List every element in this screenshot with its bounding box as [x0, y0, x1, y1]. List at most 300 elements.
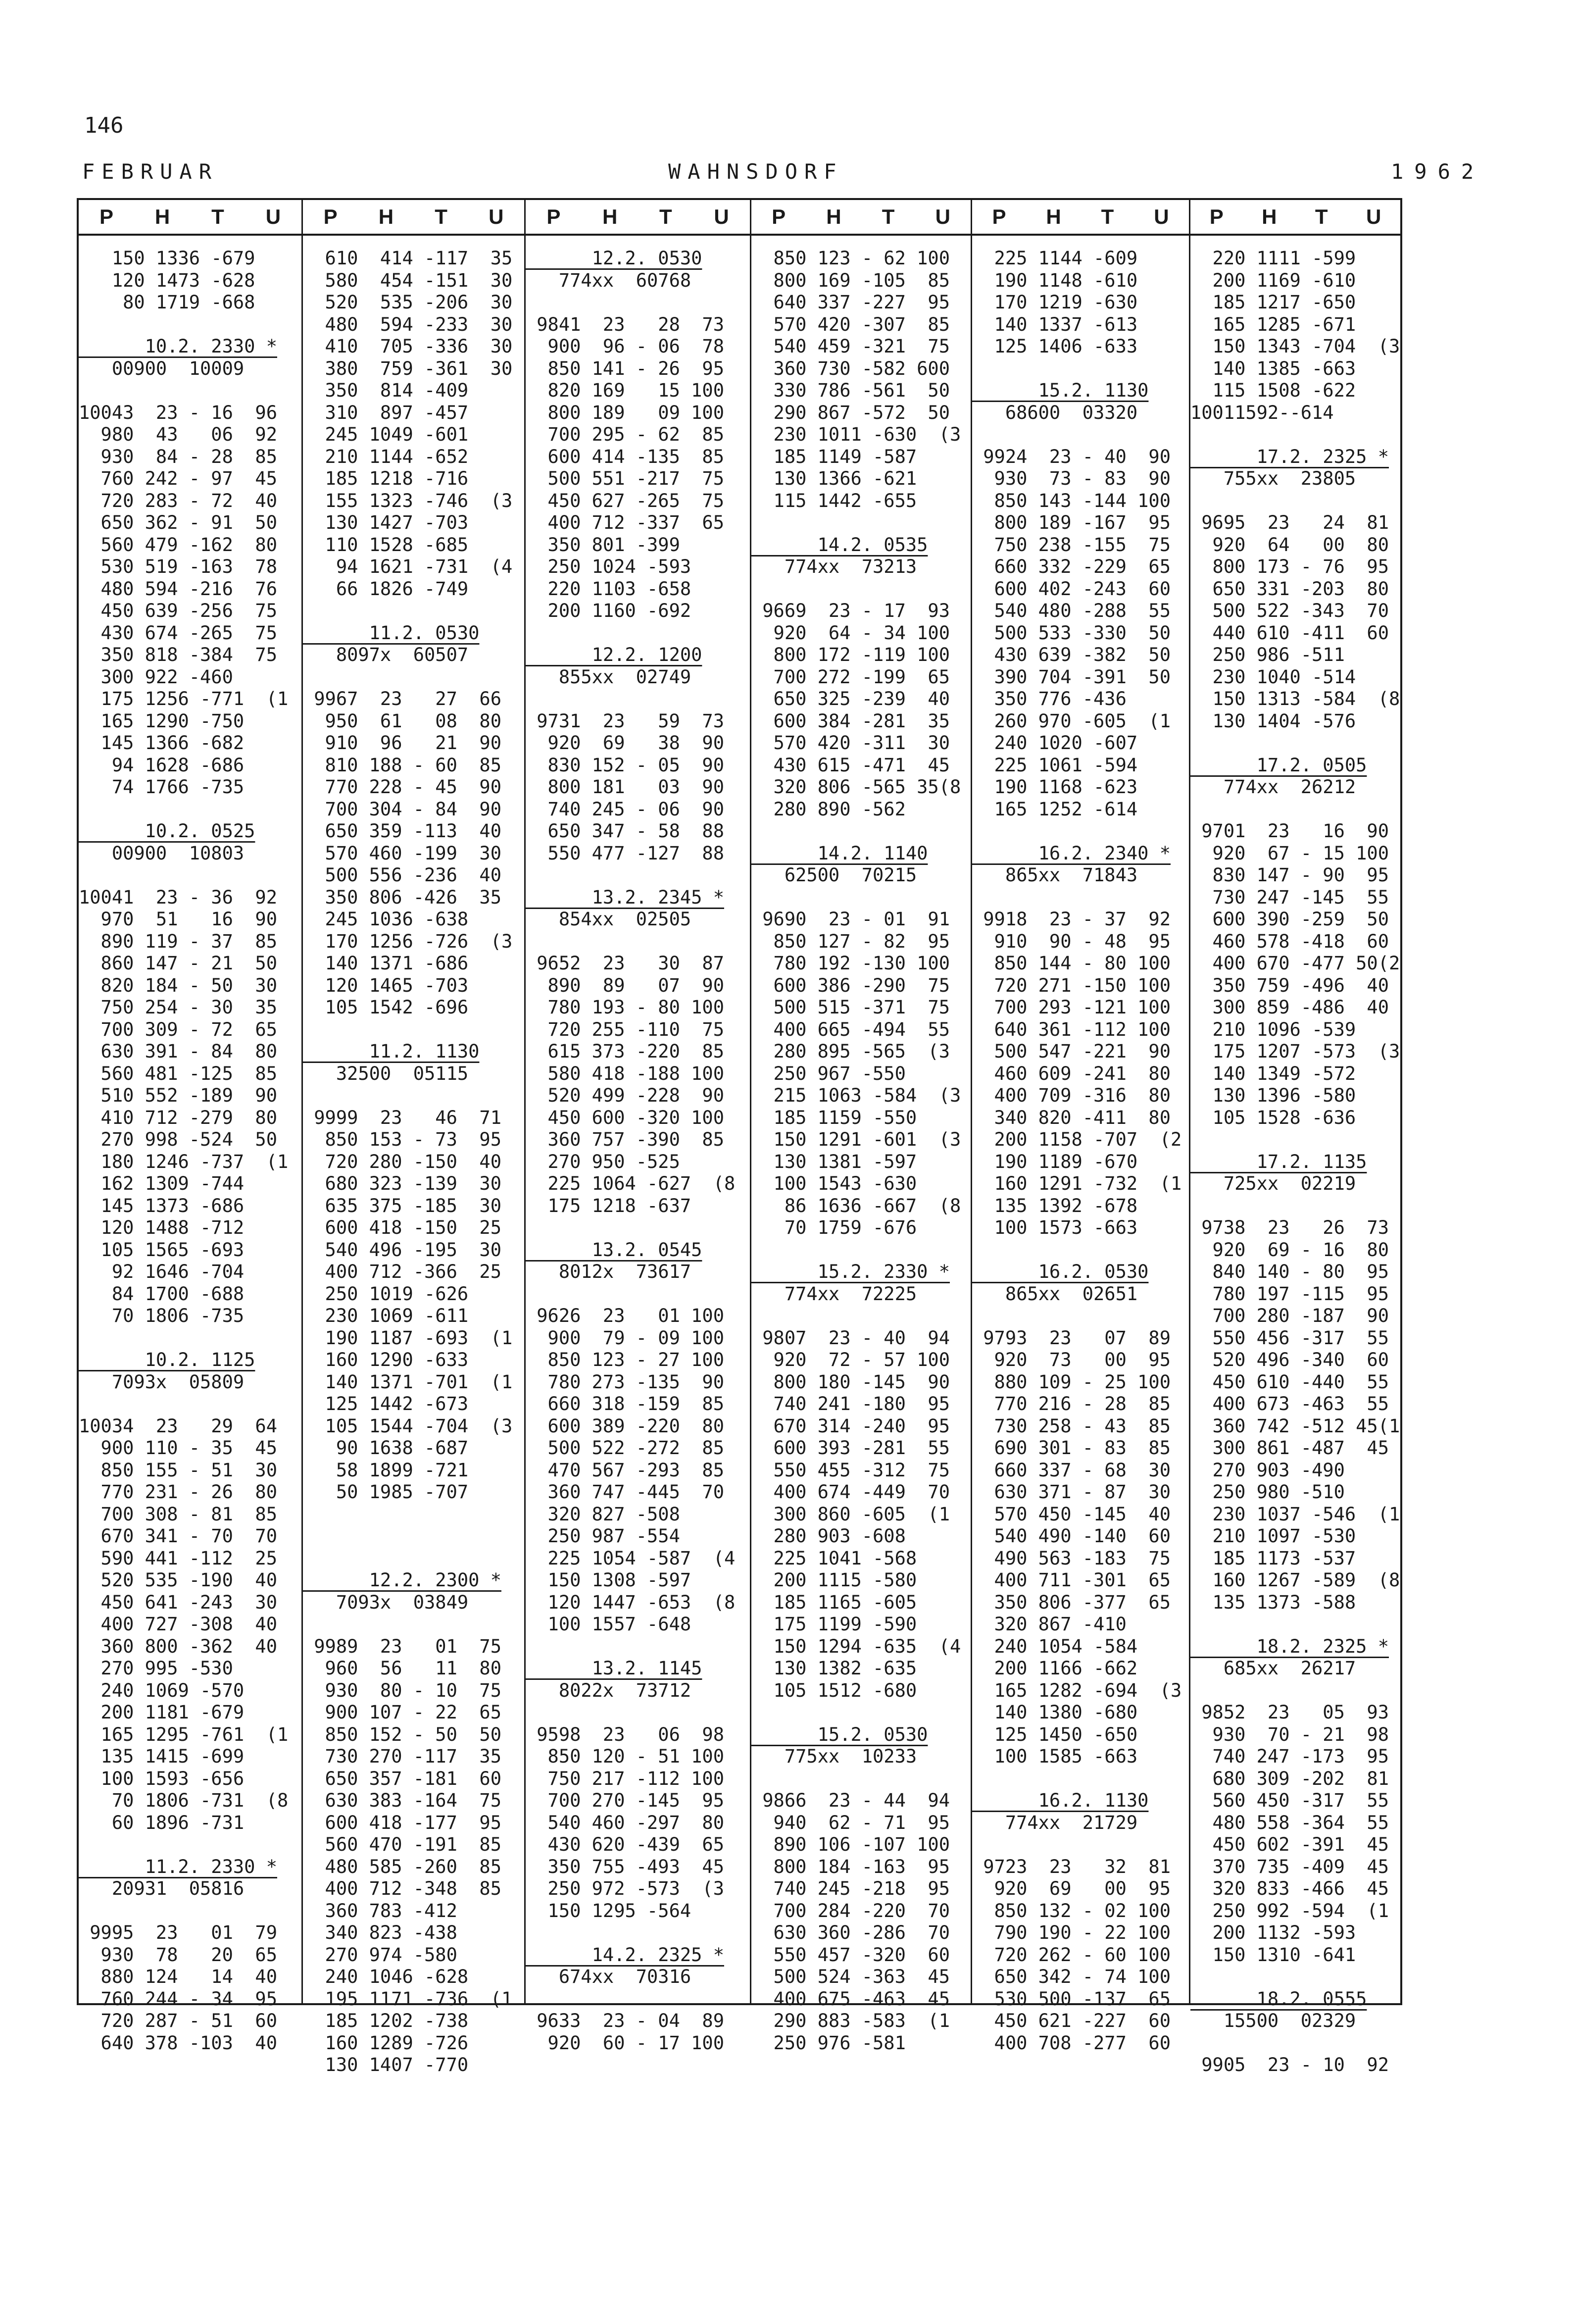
data-row: 105 1528 -636 [1190, 1107, 1356, 1128]
data-row: 750 238 -155 75 [972, 534, 1171, 556]
data-row: 685xx 26217 [1190, 1658, 1356, 1679]
data-row: 120 1465 -703 [303, 974, 469, 996]
data-row: 970 51 16 90 [79, 909, 277, 930]
data-row: 10011592--614 [1190, 402, 1334, 423]
data-row: 930 78 20 65 [79, 1944, 277, 1966]
column-6 [1190, 200, 1400, 2075]
data-row: 450 641 -243 30 [79, 1591, 277, 1613]
spacer [79, 1834, 301, 1856]
data-row: 245 1049 -601 [303, 424, 469, 445]
data-row: 280 903 -608 [751, 1525, 906, 1547]
data-row: 140 1371 -701 (1 [303, 1371, 513, 1393]
data-row: 200 1115 -580 [751, 1569, 917, 1591]
column-body [79, 236, 301, 2054]
sounding-heading: 13.2. 2345 * [526, 886, 724, 908]
column-3 [526, 200, 751, 2054]
data-row: 86 1636 -667 (8 [751, 1195, 961, 1216]
data-row: 230 1040 -514 [1190, 666, 1356, 688]
data-row: 120 1473 -628 [79, 269, 255, 291]
data-row: 850 155 - 51 30 [79, 1459, 277, 1481]
data-row: 540 459 -321 75 [751, 336, 950, 357]
data-row: 854xx 02505 [526, 909, 691, 930]
data-row: 360 747 -445 70 [526, 1481, 724, 1503]
column-5 [972, 200, 1190, 2054]
data-row: 350 806 -377 65 [972, 1591, 1171, 1613]
data-row: 550 457 -320 60 [751, 1944, 950, 1966]
data-row: 58 1899 -721 [303, 1459, 469, 1481]
data-row: 300 859 -486 40 [1190, 997, 1389, 1018]
data-row: 130 1366 -621 [751, 468, 917, 489]
spacer [526, 1702, 750, 1724]
data-row: 145 1366 -682 [79, 732, 245, 754]
data-row: 130 1407 -770 [303, 2054, 469, 2075]
data-row: 930 84 - 28 85 [79, 446, 277, 467]
data-row: 630 360 -286 70 [751, 1922, 950, 1943]
data-row: 200 1158 -707 (2 [972, 1129, 1182, 1150]
data-row: 430 620 -439 65 [526, 1834, 724, 1855]
data-row: 270 995 -530 [79, 1658, 233, 1679]
data-row: 150 1295 -564 [526, 1900, 691, 1921]
data-row: 850 143 -144 100 [972, 490, 1171, 511]
data-row: 105 1512 -680 [751, 1679, 917, 1701]
data-row: 260 970 -605 (1 [972, 710, 1171, 732]
sounding-heading: 11.2. 2330 * [79, 1856, 277, 1877]
header-cell: T [1101, 205, 1114, 228]
header-cell: U [1366, 205, 1381, 228]
data-row: 500 533 -330 50 [972, 622, 1171, 644]
data-row: 520 535 -190 40 [79, 1569, 277, 1591]
data-row: 450 602 -391 45 [1190, 1834, 1389, 1855]
data-row: 430 674 -265 75 [79, 622, 277, 644]
header-cell: H [154, 205, 170, 228]
spacer [1190, 1614, 1400, 1636]
data-row: 7093x 03849 [303, 1591, 469, 1613]
data-row: 630 371 - 87 30 [972, 1481, 1171, 1503]
data-row: 15500 02329 [1190, 2010, 1356, 2031]
data-row: 400 711 -301 65 [972, 1569, 1171, 1591]
data-row: 910 96 21 90 [303, 732, 501, 754]
sounding-heading: 15.2. 2330 * [751, 1261, 950, 1282]
data-row: 200 1160 -692 [526, 600, 691, 621]
data-row: 850 123 - 27 100 [526, 1349, 724, 1370]
header-cell: T [211, 205, 224, 228]
data-row: 760 242 - 97 45 [79, 468, 277, 489]
data-row: 600 390 -259 50 [1190, 909, 1389, 930]
data-row: 540 490 -140 60 [972, 1525, 1171, 1547]
data-row: 225 1054 -587 (4 [526, 1547, 736, 1569]
spacer [303, 1614, 524, 1636]
data-row: 700 304 - 84 90 [303, 798, 501, 820]
data-row: 900 110 - 35 45 [79, 1437, 277, 1459]
spacer [1190, 1680, 1400, 1702]
data-row: 300 860 -605 (1 [751, 1503, 950, 1525]
data-row: 700 309 - 72 65 [79, 1018, 277, 1040]
data-row: 774xx 21729 [972, 1812, 1138, 1833]
data-row: 125 1442 -673 [303, 1393, 469, 1415]
data-row: 650 359 -113 40 [303, 820, 501, 842]
data-row: 740 247 -173 95 [1190, 1746, 1389, 1767]
spacer [79, 380, 301, 402]
data-row: 680 309 -202 81 [1190, 1768, 1389, 1789]
data-row: 460 609 -241 80 [972, 1062, 1171, 1084]
data-row: 225 1144 -609 [972, 248, 1138, 269]
data-row: 360 800 -362 40 [79, 1635, 277, 1657]
data-row: 700 270 -145 95 [526, 1790, 724, 1811]
spacer [751, 1702, 971, 1724]
spacer [303, 1525, 524, 1548]
data-row: 290 883 -583 (1 [751, 2010, 950, 2031]
data-row: 950 61 08 80 [303, 710, 501, 732]
data-row: 910 90 - 48 95 [972, 930, 1171, 952]
data-row: 900 107 - 22 65 [303, 1702, 501, 1723]
data-row: 140 1371 -686 [303, 953, 469, 974]
data-row: 500 556 -236 40 [303, 864, 501, 886]
data-row: 380 759 -361 30 [303, 357, 513, 379]
header-cell: P [772, 205, 786, 228]
header-month: FEBRUAR [82, 159, 219, 184]
data-row: 860 147 - 21 50 [79, 953, 277, 974]
data-row: 7093x 05809 [79, 1371, 245, 1393]
column-header [303, 200, 524, 236]
sounding-heading: 12.2. 0530 [526, 248, 702, 269]
data-row: 410 705 -336 30 [303, 336, 513, 357]
data-row: 750 217 -112 100 [526, 1768, 724, 1789]
data-row: 100 1557 -648 [526, 1614, 691, 1635]
data-row: 770 228 - 45 90 [303, 776, 501, 798]
spacer [303, 1504, 524, 1526]
data-row: 740 241 -180 95 [751, 1393, 950, 1415]
data-row: 250 1019 -626 [303, 1283, 469, 1305]
spacer [526, 688, 750, 710]
data-row: 920 69 38 90 [526, 732, 724, 754]
data-row: 890 119 - 37 85 [79, 930, 277, 952]
data-row: 360 742 -512 45(1 [1190, 1415, 1400, 1437]
data-row: 440 610 -411 60 [1190, 622, 1389, 644]
data-row: 185 1218 -716 [303, 468, 469, 489]
data-row: 165 1295 -761 (1 [79, 1723, 289, 1745]
data-row: 10043 23 - 16 96 [79, 402, 277, 423]
spacer [526, 1988, 750, 2011]
column-2 [303, 200, 526, 2075]
data-row: 780 273 -135 90 [526, 1371, 724, 1393]
data-row: 9738 23 26 73 [1190, 1217, 1389, 1238]
header-cell: T [1315, 205, 1328, 228]
spacer [526, 1283, 750, 1306]
data-row: 185 1217 -650 [1190, 292, 1356, 313]
data-row: 560 470 -191 85 [303, 1834, 501, 1855]
data-row: 720 255 -110 75 [526, 1018, 724, 1040]
data-row: 590 441 -112 25 [79, 1547, 277, 1569]
data-row: 240 1046 -628 [303, 1966, 469, 1987]
data-row: 560 481 -125 85 [79, 1062, 277, 1084]
data-row: 730 270 -117 35 [303, 1746, 501, 1767]
data-row: 135 1415 -699 [79, 1746, 245, 1767]
data-row: 725xx 02219 [1190, 1173, 1356, 1194]
data-row: 410 712 -279 80 [79, 1107, 277, 1128]
header-cell: P [992, 205, 1006, 228]
data-row: 520 496 -340 60 [1190, 1349, 1389, 1370]
sounding-heading: 18.2. 0555 [1190, 1988, 1367, 2010]
data-row: 9999 23 46 71 [303, 1107, 501, 1128]
spacer [1190, 424, 1400, 446]
data-row: 510 552 -189 90 [79, 1085, 277, 1106]
data-row: 250 967 -550 [751, 1062, 906, 1084]
data-row: 8022x 73712 [526, 1679, 691, 1701]
data-row: 340 820 -411 80 [972, 1107, 1171, 1128]
data-row: 160 1289 -726 [303, 2032, 469, 2054]
data-row: 190 1148 -610 [972, 269, 1138, 291]
sounding-heading: 13.2. 0545 [526, 1239, 702, 1261]
sounding-heading: 14.2. 0535 [751, 534, 928, 556]
data-row: 670 314 -240 95 [751, 1415, 950, 1437]
data-row: 800 184 -163 95 [751, 1856, 950, 1877]
data-row: 865xx 71843 [972, 864, 1138, 886]
data-row: 720 262 - 60 100 [972, 1944, 1171, 1966]
data-row: 810 188 - 60 85 [303, 754, 501, 776]
data-row: 175 1199 -590 [751, 1614, 917, 1635]
data-row: 150 1310 -641 [1190, 1944, 1356, 1966]
data-row: 70 1806 -735 [79, 1305, 245, 1326]
data-row: 100 1593 -656 [79, 1768, 245, 1789]
spacer [526, 1922, 750, 1944]
data-row: 920 64 - 34 100 [751, 622, 950, 644]
header-cell: T [882, 205, 895, 228]
data-row: 210 1097 -530 [1190, 1525, 1356, 1547]
data-row: 460 578 -418 60 [1190, 930, 1389, 952]
data-row: 9626 23 01 100 [526, 1305, 724, 1326]
header-cell: T [435, 205, 447, 228]
data-row: 350 814 -409 [303, 380, 469, 401]
data-row: 450 639 -256 75 [79, 600, 277, 621]
data-row: 800 189 09 100 [526, 402, 724, 423]
data-row: 270 903 -490 [1190, 1459, 1345, 1481]
data-row: 350 818 -384 75 [79, 644, 277, 665]
spacer [1190, 490, 1400, 512]
spacer [303, 666, 524, 689]
data-row: 820 184 - 50 30 [79, 974, 277, 996]
data-row: 175 1256 -771 (1 [79, 688, 289, 709]
header-cell: P [546, 205, 561, 228]
spacer [526, 292, 750, 314]
spacer [972, 820, 1189, 843]
data-row: 185 1165 -605 [751, 1591, 917, 1613]
data-row: 100 1585 -663 [972, 1746, 1138, 1767]
sounding-heading: 14.2. 2325 * [526, 1944, 724, 1966]
data-row: 920 67 - 15 100 [1190, 842, 1389, 864]
data-row: 20931 05816 [79, 1878, 245, 1899]
data-row: 280 895 -565 (3 [751, 1041, 950, 1062]
data-row: 450 600 -320 100 [526, 1107, 724, 1128]
data-row: 800 169 -105 85 [751, 269, 950, 291]
data-row: 165 1290 -750 [79, 710, 245, 732]
spacer [751, 1305, 971, 1327]
data-row: 400 673 -463 55 [1190, 1393, 1389, 1415]
data-row: 400 712 -348 85 [303, 1878, 501, 1899]
data-row: 660 318 -159 85 [526, 1393, 724, 1415]
data-row: 830 147 - 90 95 [1190, 864, 1389, 886]
data-table [77, 198, 1402, 2075]
data-row: 865xx 02651 [972, 1283, 1138, 1305]
spacer [751, 1239, 971, 1262]
sounding-heading: 12.2. 2300 * [303, 1569, 501, 1591]
data-row: 130 1381 -597 [751, 1151, 917, 1172]
sounding-heading: 10.2. 1125 [79, 1349, 255, 1370]
data-row: 185 1202 -738 [303, 2010, 469, 2031]
data-row: 270 950 -525 [526, 1151, 680, 1172]
data-row: 800 189 -167 95 [972, 512, 1171, 533]
data-row: 600 384 -281 35 [751, 710, 950, 732]
data-row: 145 1373 -686 [79, 1195, 245, 1216]
data-row: 92 1646 -704 [79, 1261, 245, 1282]
data-row: 850 132 - 02 100 [972, 1900, 1171, 1921]
data-row: 250 986 -511 [1190, 644, 1345, 665]
data-row: 70 1759 -676 [751, 1217, 917, 1238]
data-row: 520 499 -228 90 [526, 1085, 724, 1106]
header-cell: H [1262, 205, 1277, 228]
data-row: 320 867 -410 [972, 1614, 1127, 1635]
data-row: 560 450 -317 55 [1190, 1790, 1389, 1811]
data-row: 150 1343 -704 (3 [1190, 336, 1400, 357]
sounding-heading: 18.2. 2325 * [1190, 1635, 1389, 1657]
data-row: 640 361 -112 100 [972, 1018, 1171, 1040]
data-row: 00900 10803 [79, 842, 245, 864]
data-row: 650 357 -181 60 [303, 1768, 501, 1789]
data-row: 615 373 -220 85 [526, 1041, 724, 1062]
data-row: 750 254 - 30 35 [79, 997, 277, 1018]
data-row: 720 287 - 51 60 [79, 2010, 277, 2031]
data-row: 250 987 -554 [526, 1525, 680, 1547]
data-row: 9669 23 - 17 93 [751, 600, 950, 621]
spacer [79, 314, 301, 336]
data-row: 130 1404 -576 [1190, 710, 1356, 732]
sounding-heading: 17.2. 1135 [1190, 1151, 1367, 1172]
data-row: 580 454 -151 30 [303, 269, 513, 291]
data-row: 720 280 -150 40 [303, 1151, 501, 1172]
data-row: 800 180 -145 90 [751, 1371, 950, 1393]
data-row: 150 1291 -601 (3 [751, 1129, 961, 1150]
column-header [526, 200, 750, 236]
data-row: 115 1442 -655 [751, 490, 917, 511]
data-row: 850 152 - 50 50 [303, 1723, 501, 1745]
data-row: 140 1337 -613 [972, 313, 1138, 335]
data-row: 800 172 -119 100 [751, 644, 950, 665]
sounding-heading: 11.2. 0530 [303, 622, 480, 644]
data-row: 270 974 -580 [303, 1944, 457, 1966]
header-cell: H [1046, 205, 1061, 228]
spacer [1190, 732, 1400, 755]
spacer [972, 358, 1189, 380]
data-row: 225 1064 -627 (8 [526, 1173, 736, 1194]
spacer [972, 1834, 1189, 1856]
data-row: 225 1041 -568 [751, 1547, 917, 1569]
spacer [303, 600, 524, 622]
data-row: 470 567 -293 85 [526, 1459, 724, 1481]
header-cell: P [1209, 205, 1224, 228]
header-cell: H [602, 205, 618, 228]
data-row: 774xx 26212 [1190, 776, 1356, 798]
data-row: 220 1103 -658 [526, 578, 691, 600]
data-row: 170 1219 -630 [972, 292, 1138, 313]
data-row: 770 216 - 28 85 [972, 1393, 1171, 1415]
data-row: 780 192 -130 100 [751, 953, 950, 974]
data-row: 660 337 - 68 30 [972, 1459, 1171, 1481]
column-1 [79, 200, 303, 2054]
spacer [303, 1019, 524, 1041]
data-row: 200 1181 -679 [79, 1702, 245, 1723]
data-row: 125 1406 -633 [972, 336, 1138, 357]
data-row: 9690 23 - 01 91 [751, 909, 950, 930]
data-row: 9598 23 06 98 [526, 1723, 724, 1745]
data-row: 850 120 - 51 100 [526, 1746, 724, 1767]
data-row: 400 674 -449 70 [751, 1481, 950, 1503]
spacer [526, 931, 750, 953]
data-row: 215 1063 -584 (3 [751, 1085, 961, 1106]
data-row: 90 1638 -687 [303, 1437, 469, 1459]
data-row: 830 152 - 05 90 [526, 754, 724, 776]
data-row: 610 414 -117 35 [303, 248, 513, 269]
data-row: 480 585 -260 85 [303, 1856, 501, 1877]
header-cell: H [826, 205, 841, 228]
data-row: 190 1187 -693 (1 [303, 1327, 513, 1349]
sounding-heading: 13.2. 1145 [526, 1658, 702, 1679]
spacer [526, 622, 750, 645]
data-row: 400 727 -308 40 [79, 1614, 277, 1635]
column-body [972, 236, 1189, 2054]
spacer [79, 1327, 301, 1350]
data-row: 530 519 -163 78 [79, 556, 277, 577]
column-body [303, 236, 524, 2076]
data-row: 450 621 -227 60 [972, 2010, 1171, 2031]
data-row: 370 735 -409 45 [1190, 1856, 1389, 1877]
data-row: 730 258 - 43 85 [972, 1415, 1171, 1437]
data-row: 9905 23 - 10 92 [1190, 2054, 1389, 2075]
data-row: 930 73 - 83 90 [972, 468, 1171, 489]
data-row: 730 247 -145 55 [1190, 886, 1389, 908]
spacer [1190, 2032, 1400, 2055]
data-row: 774xx 60768 [526, 269, 691, 291]
data-row: 9695 23 24 81 [1190, 512, 1389, 533]
data-row: 80 1719 -668 [79, 292, 255, 313]
data-row: 230 1037 -546 (1 [1190, 1503, 1400, 1525]
data-row: 480 594 -233 30 [303, 313, 513, 335]
data-row: 700 295 - 62 85 [526, 424, 724, 445]
data-row: 635 375 -185 30 [303, 1195, 501, 1216]
data-row: 900 79 - 09 100 [526, 1327, 724, 1349]
data-row: 390 704 -391 50 [972, 666, 1171, 688]
data-row: 9652 23 30 87 [526, 953, 724, 974]
data-row: 240 1020 -607 [972, 732, 1138, 754]
data-row: 480 558 -364 55 [1190, 1812, 1389, 1833]
data-row: 84 1700 -688 [79, 1283, 245, 1305]
data-row: 600 393 -281 55 [751, 1437, 950, 1459]
data-row: 9995 23 01 79 [79, 1922, 277, 1943]
data-row: 920 69 00 95 [972, 1878, 1171, 1899]
data-row: 780 197 -115 95 [1190, 1283, 1389, 1305]
data-row: 270 998 -524 50 [79, 1129, 277, 1150]
data-row: 300 861 -487 45 [1190, 1437, 1389, 1459]
header-cell: T [659, 205, 672, 228]
data-row: 850 153 - 73 95 [303, 1129, 501, 1150]
data-row: 9633 23 - 04 89 [526, 2010, 724, 2031]
sounding-heading: 16.2. 2340 * [972, 842, 1171, 864]
data-row: 640 378 -103 40 [79, 2032, 277, 2054]
data-row: 450 610 -440 55 [1190, 1371, 1389, 1393]
data-row: 300 922 -460 [79, 666, 233, 688]
data-row: 9967 23 27 66 [303, 688, 501, 709]
data-row: 9807 23 - 40 94 [751, 1327, 950, 1349]
spacer [751, 578, 971, 601]
spacer [1190, 1195, 1400, 1217]
